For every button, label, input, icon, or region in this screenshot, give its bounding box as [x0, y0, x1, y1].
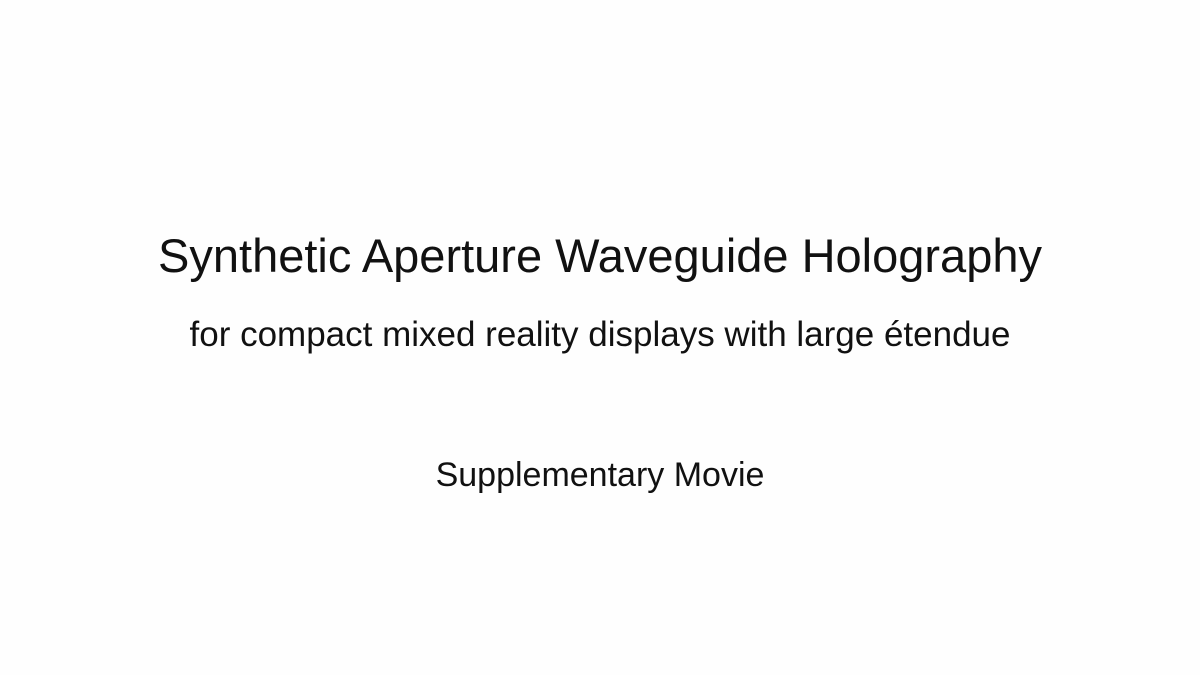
slide-subtitle: for compact mixed reality displays with large étendue — [189, 315, 1011, 354]
supplementary-label: Supplementary Movie — [435, 456, 765, 494]
slide-title: Synthetic Aperture Waveguide Holography — [158, 229, 1042, 282]
